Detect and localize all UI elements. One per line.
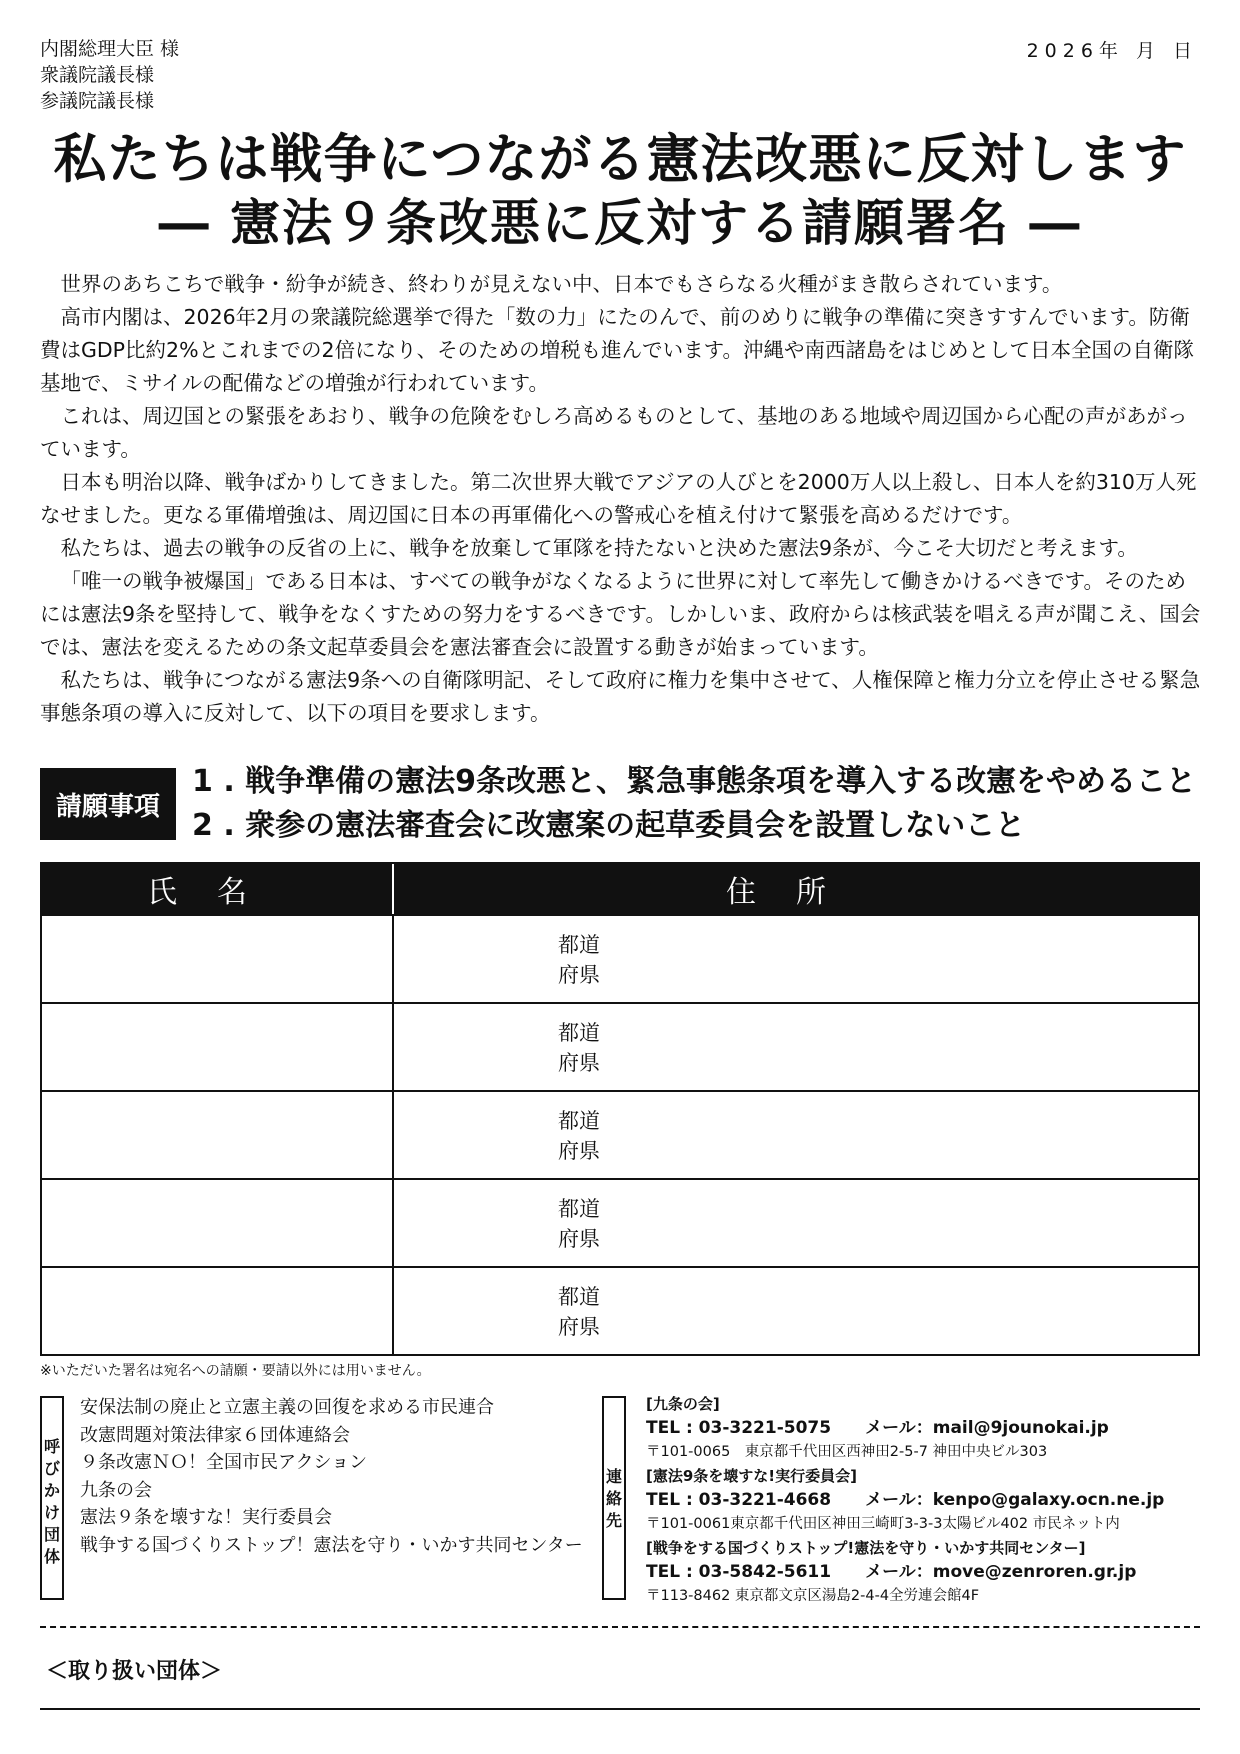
signature-row xyxy=(42,1266,1198,1354)
callers-label xyxy=(40,1396,64,1600)
vertical-label-char: 先 xyxy=(605,1511,622,1530)
prefecture-line1: 都道 xyxy=(558,933,600,957)
caller-item: 改憲問題対策法律家６団体連絡会 xyxy=(80,1424,350,1446)
name-field[interactable] xyxy=(42,1180,394,1266)
header-address: 住所 xyxy=(726,875,866,910)
vertical-label-char: か xyxy=(43,1481,60,1500)
prefecture-label xyxy=(558,930,618,990)
callers-list xyxy=(80,1394,583,1559)
body-paragraph: 私たちは、過去の戦争の反省の上に、戦争を放棄して軍隊を持たないと決めた憲法9条が、今こそ大切だと考えます。 xyxy=(60,536,1138,560)
address-field[interactable] xyxy=(394,916,1198,1002)
name-field[interactable] xyxy=(42,916,394,1002)
vertical-label-char: 呼 xyxy=(43,1437,60,1456)
date-field: 2026年 月 日 xyxy=(1026,40,1198,62)
prefecture-line2: 府県 xyxy=(558,1315,600,1339)
prefecture-line2: 府県 xyxy=(558,1139,600,1163)
vertical-label-char: び xyxy=(43,1459,60,1478)
prefecture-line2: 府県 xyxy=(558,1227,600,1251)
prefecture-line1: 都道 xyxy=(558,1109,600,1133)
prefecture-line1: 都道 xyxy=(558,1021,600,1045)
usage-note: ※いただいた署名は宛名への請願・要請以外には用いません。 xyxy=(40,1363,431,1379)
prefecture-line1: 都道 xyxy=(558,1197,600,1221)
caller-item: 九条の会 xyxy=(80,1479,152,1501)
body-paragraph: 日本も明治以降、戦争ばかりしてきました。第二次世界大戦でアジアの人びとを2000万人以上殺し、日本人を約310万人死なせました。更なる軍備増強は、周辺国に日本の再軍備化への警戒心を植え付けて緊張を高めるだけです。 xyxy=(40,470,1197,527)
signature-row xyxy=(42,1090,1198,1178)
prefecture-label xyxy=(558,1194,618,1254)
vertical-label-char: 絡 xyxy=(605,1489,622,1508)
prefecture-label xyxy=(558,1106,618,1166)
petition-items xyxy=(192,760,1196,848)
name-field[interactable] xyxy=(42,1092,394,1178)
handler-line xyxy=(40,1708,1200,1710)
addressee-house-speaker: 衆議院議長様 xyxy=(40,64,155,86)
body-paragraph: 高市内閣は、2026年2月の衆議院総選挙で得た「数の力」にたのんで、前のめりに戦争の準備に突きすすんでいます。防衛費はGDP比約2%とこれまでの2倍になり、そのための増税も進んでいます。沖縄や南西諸島をはじめとして日本全国の自衛隊基地で、ミサイルの配備などの増強が行われています。 xyxy=(40,305,1194,395)
address-field[interactable] xyxy=(394,1004,1198,1090)
body-paragraph: これは、周辺国との緊張をあおり、戦争の危険をむしろ高めるものとして、基地のある地域や周辺国から心配の声があがっています。 xyxy=(40,404,1188,461)
prefecture-line2: 府県 xyxy=(558,963,600,987)
caller-item: 安保法制の廃止と立憲主義の回復を求める市民連合 xyxy=(80,1397,494,1418)
signature-row xyxy=(42,914,1198,1002)
addressees xyxy=(40,36,179,114)
main-title: 私たちは戦争につながる憲法改悪に反対します xyxy=(53,129,1187,190)
caller-item: ９条改憲ＮＯ！全国市民アクション xyxy=(80,1452,368,1473)
contact-tel: TEL : 03-3221-5075 メール：mail@9jounokai.jp xyxy=(646,1418,1109,1438)
contact-tel: TEL : 03-5842-5611 メール：move@zenroren.gr.jp xyxy=(646,1562,1137,1582)
contact-tel: TEL : 03-3221-4668 メール：kenpo@galaxy.ocn.ne.jp xyxy=(646,1490,1165,1510)
contacts-list xyxy=(646,1392,1164,1608)
prefecture-line2: 府県 xyxy=(558,1051,600,1075)
prefecture-label xyxy=(558,1282,618,1342)
name-field[interactable] xyxy=(42,1004,394,1090)
contact-org: [戦争をする国づくりストップ!憲法を守り・いかす共同センター] xyxy=(646,1539,1086,1557)
contact-address: 〒113-8462 東京都文京区湯島2-4-4全労連会館4F xyxy=(646,1588,980,1604)
sub-title: ― 憲法９条改悪に反対する請願署名 ― xyxy=(158,194,1082,252)
caller-item: 憲法９条を壊すな！実行委員会 xyxy=(80,1507,332,1528)
contacts-label xyxy=(602,1396,626,1600)
addressee-prime-minister: 内閣総理大臣 様 xyxy=(40,38,180,60)
vertical-label-char: 体 xyxy=(43,1547,60,1566)
caller-item: 戦争する国づくりストップ！憲法を守り・いかす共同センター xyxy=(80,1534,583,1556)
contact-org: [憲法9条を壊すな!実行委員会] xyxy=(646,1467,857,1485)
prefecture-label xyxy=(558,1018,618,1078)
vertical-label-char: け xyxy=(43,1503,60,1522)
signature-row xyxy=(42,1002,1198,1090)
contact-org: [九条の会] xyxy=(646,1395,720,1413)
vertical-label-char: 連 xyxy=(605,1467,622,1486)
petition-item: 1 . 戦争準備の憲法9条改悪と、緊急事態条項を導入する改憲をやめること xyxy=(192,764,1197,799)
body-paragraph: 私たちは、戦争につながる憲法9条への自衛隊明記、そして政府に権力を集中させて、人権保障と権力分立を停止させる緊急事態条項の導入に反対して、以下の項目を要求します。 xyxy=(40,668,1201,725)
prefecture-line1: 都道 xyxy=(558,1285,600,1309)
header-name: 氏名 xyxy=(42,864,394,914)
body-paragraph: 「唯一の戦争被爆国」である日本は、すべての戦争がなくなるように世界に対して率先して働きかけるべきです。そのためには憲法9条を堅持して、戦争をなくすための努力をするべきです。しかしいま、政府からは核武装を唱える声が聞こえ、国会では、憲法を変えるための条文起草委員会を憲法審査会に設置する動きが始まっています。 xyxy=(40,569,1201,659)
cut-line xyxy=(40,1626,1200,1628)
address-field[interactable] xyxy=(394,1092,1198,1178)
address-field[interactable] xyxy=(394,1180,1198,1266)
signature-table-header xyxy=(42,864,1198,914)
signature-row xyxy=(42,1178,1198,1266)
contact-address: 〒101-0065 東京都千代田区西神田2-5-7 神田中央ビル303 xyxy=(646,1444,1048,1460)
contact-address: 〒101-0061東京都千代田区神田三崎町3-3-3太陽ビル402 市民ネット内 xyxy=(646,1516,1120,1532)
address-field[interactable] xyxy=(394,1268,1198,1354)
vertical-label-char: 団 xyxy=(43,1525,60,1544)
addressee-council-president: 参議院議長様 xyxy=(40,90,155,112)
handler-label: ＜取り扱い団体＞ xyxy=(46,1659,223,1684)
signature-table xyxy=(40,862,1200,1356)
petition-item: 2 . 衆参の憲法審査会に改憲案の起草委員会を設置しないこと xyxy=(192,808,1026,843)
petition-label: 請願事項 xyxy=(40,768,176,840)
name-field[interactable] xyxy=(42,1268,394,1354)
body-text xyxy=(40,268,1204,730)
body-paragraph: 世界のあちこちで戦争・紛争が続き、終わりが見えない中、日本でもさらなる火種がまき散らされています。 xyxy=(60,272,1063,296)
